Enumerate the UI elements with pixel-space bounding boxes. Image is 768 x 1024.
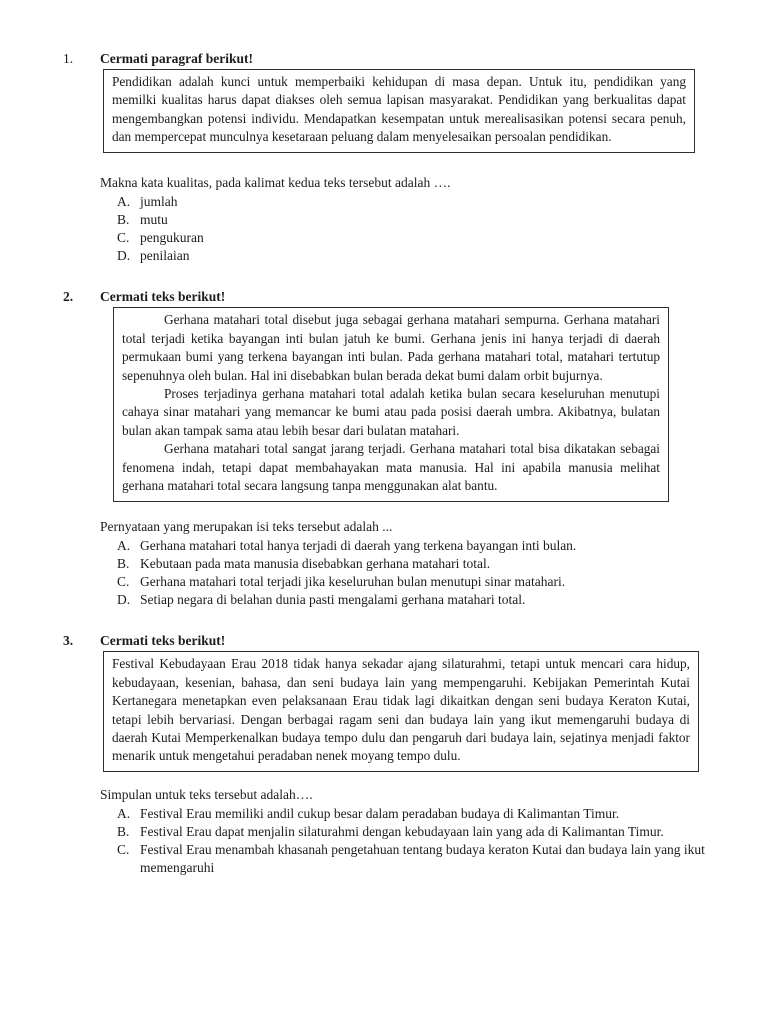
question-number: 1. <box>63 51 74 66</box>
passage-paragraph: Proses terjadinya gerhana matahari total adalah ketika bulan secara keseluruhan menutupi cahaya sinar matahari yang memancar ke bumi atau pada posisi daerah umbra. Akibatnya, bulatan bulan akan tampak sama atau lebih besar dari bulatan matahari. <box>122 386 660 438</box>
option-letter: D. <box>117 248 131 264</box>
option-letter: C. <box>117 842 130 858</box>
option-row <box>100 573 768 591</box>
option-text: Festival Erau memiliki andil cukup besar dalam peradaban budaya di Kalimantan Timur. <box>140 805 620 821</box>
question-stem: Simpulan untuk teks tersebut adalah…. <box>100 786 313 802</box>
question-instruction: Cermati paragraf berikut! <box>100 51 253 66</box>
option-letter: A. <box>117 193 131 209</box>
option-text: penilaian <box>140 248 190 264</box>
question-instruction: Cermati teks berikut! <box>100 289 226 305</box>
option-text: Festival Erau menambah khasanah pengetahuan tentang budaya keraton Kutai dan budaya lain yang ikut memengaruhi <box>140 842 705 876</box>
option-row <box>100 805 768 823</box>
option-row <box>100 555 768 573</box>
passage-box <box>103 651 699 771</box>
option-letter: C. <box>117 573 130 589</box>
option-row <box>100 229 768 247</box>
question-number: 3. <box>63 633 74 649</box>
option-text: mutu <box>140 211 168 227</box>
passage-paragraph: Pendidikan adalah kunci untuk memperbaiki kehidupan di masa depan. Untuk itu, pendidikan yang memilki kualitas harus dapat diakses oleh semua lapisan masyarakat. Pendidikan yang berkualitas dapat mengembangkan potensi individu. Mendapatkan kesempatan untuk merealisasikan potensi secara penuh, dan mempercepat munculnya kesetaraan peluang dalam menyelesaikan persoalan pendidikan. <box>112 74 686 145</box>
option-row <box>100 537 768 555</box>
option-row <box>100 591 768 609</box>
option-letter: C. <box>117 230 130 246</box>
question-number: 2. <box>63 289 74 305</box>
option-text: Gerhana matahari total hanya terjadi di daerah yang terkena bayangan inti bulan. <box>140 537 577 553</box>
option-text: Setiap negara di belahan dunia pasti mengalami gerhana matahari total. <box>140 592 526 608</box>
option-row <box>100 247 768 265</box>
options-list <box>100 805 768 878</box>
question-stem: Pernyataan yang merupakan isi teks tersebut adalah ... <box>100 518 393 534</box>
option-letter: A. <box>117 805 131 821</box>
option-text: Gerhana matahari total terjadi jika keseluruhan bulan menutupi sinar matahari. <box>140 573 566 589</box>
question-instruction: Cermati teks berikut! <box>100 633 226 649</box>
option-row <box>100 211 768 229</box>
passage-paragraph: Festival Kebudayaan Erau 2018 tidak hanya sekadar ajang silaturahmi, tetapi untuk mencari cara hidup, kebudayaan, kesenian, bahasa, dan seni budaya lain yang mempengaruhi. Kebijakan Pemerintah Kutai Kertanegara menetapkan even pelaksanaan Erau tidak lagi dikaitkan dengan seni budaya Keraton Kutai, tetapi lebih bervariasi. Dengan berbagai ragam seni dan budaya lain yang ikut memengaruhi budaya di daerah Kutai Memperkenalkan budaya tempo dulu dan pengaruh dari budaya lain, sejatinya menjadi faktor menarik untuk mengetahui peradaban nenek moyang tempo dulu. <box>112 656 690 764</box>
option-text: Kebutaan pada mata manusia disebabkan gerhana matahari total. <box>140 555 491 571</box>
option-row <box>100 823 768 841</box>
option-letter: B. <box>117 211 130 227</box>
option-letter: A. <box>117 537 131 553</box>
options-list <box>100 193 768 266</box>
question-3-section <box>0 632 768 877</box>
passage-paragraph: Gerhana matahari total disebut juga sebagai gerhana matahari sempurna. Gerhana matahari total terjadi ketika bayangan inti bulan jatuh ke bumi. Gerhana jenis ini hanya terjadi di daerah permukaan bumi yang terkena bayangan inti bulan. Pada gerhana matahari total, matahari tertutup sepenuhnya oleh bulan. Hal ini disebabkan bulan berada dekat bumi dalam orbit bujurnya. <box>122 312 660 383</box>
option-text: pengukuran <box>140 230 204 246</box>
options-list <box>100 537 768 610</box>
option-row <box>100 193 768 211</box>
passage-paragraph: Gerhana matahari total sangat jarang terjadi. Gerhana matahari total bisa dikatakan sebagai fenomena indah, tetapi dapat membahayakan mata manusia. Hal ini apabila manusia melihat gerhana matahari total secara langsung tanpa menggunakan alat bantu. <box>122 441 660 494</box>
option-letter: B. <box>117 823 130 839</box>
option-row <box>100 841 768 877</box>
passage-box <box>103 69 695 153</box>
option-text: Festival Erau dapat menjalin silaturahmi dengan kebudayaan lain yang ada di Kalimantan Timur. <box>140 823 664 839</box>
passage-box <box>113 307 669 501</box>
question-1-section <box>0 50 768 265</box>
option-text: jumlah <box>140 193 178 209</box>
question-stem: Makna kata kualitas, pada kalimat kedua teks tersebut adalah …. <box>100 174 451 190</box>
option-letter: D. <box>117 592 131 608</box>
option-letter: B. <box>117 555 130 571</box>
question-2-section <box>0 288 768 609</box>
